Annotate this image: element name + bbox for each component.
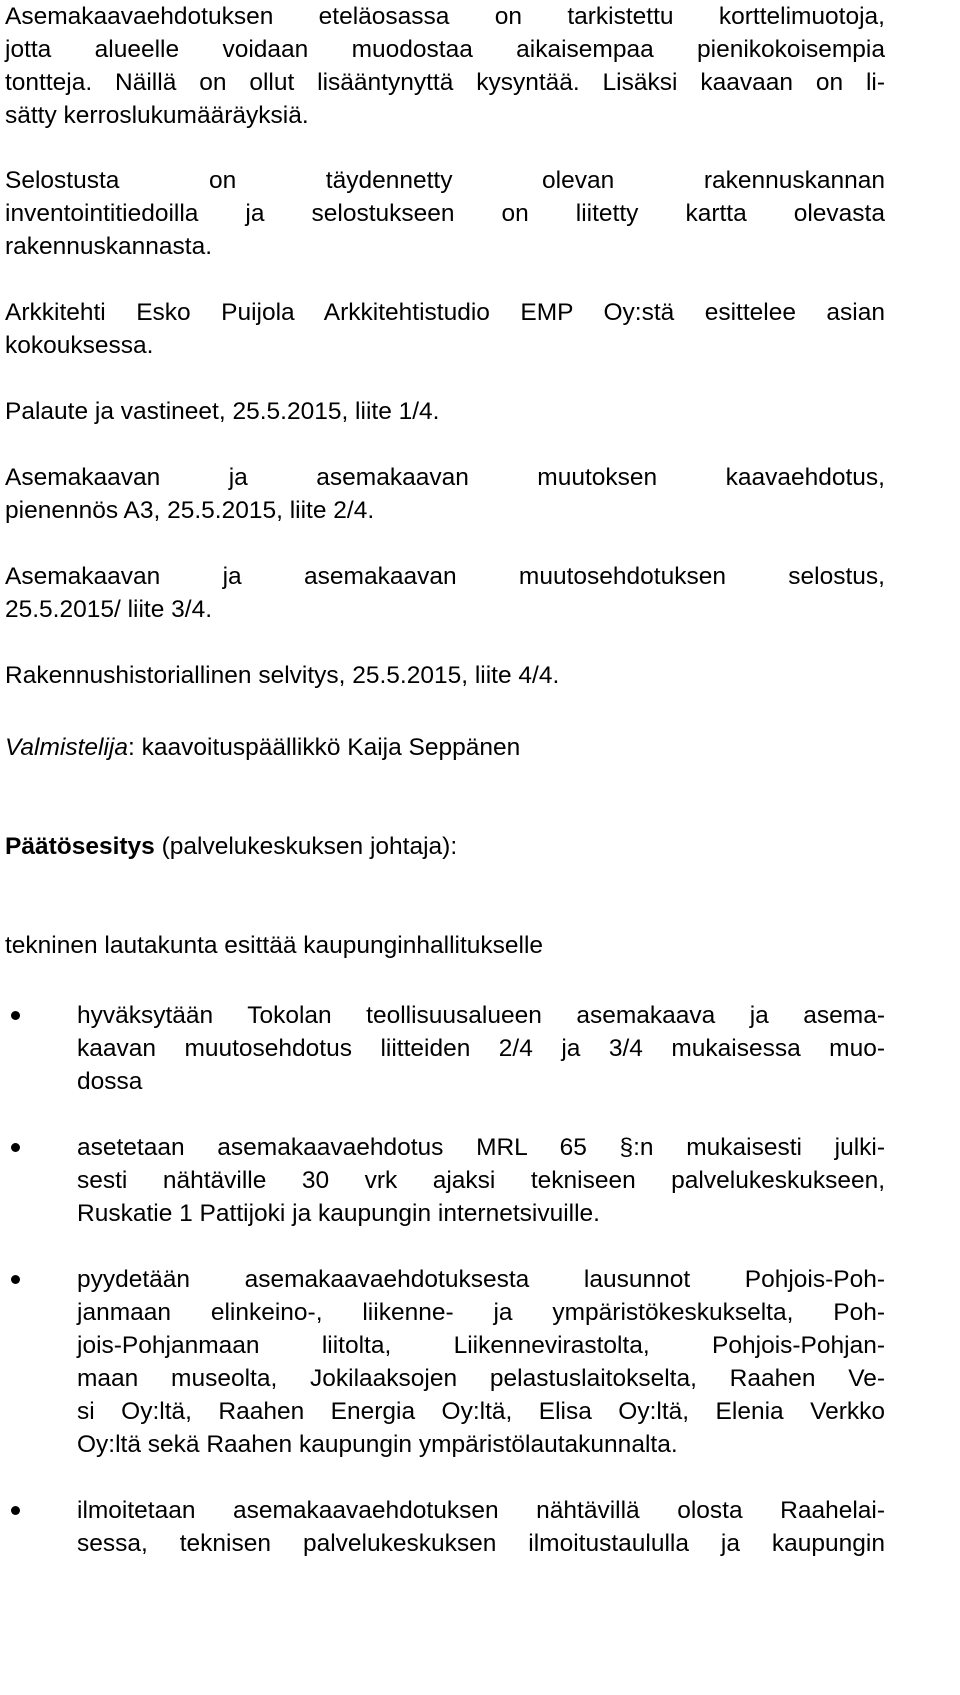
attachment-line: Asemakaavan ja asemakaavan muutosehdotuksen selostus, xyxy=(5,563,885,590)
bullet-line: sesti nähtäville 30 vrk ajaksi tekniseen palvelukeskukseen, xyxy=(77,1167,885,1194)
attachment-line: Asemakaavan ja asemakaavan muutoksen kaavaehdotus, xyxy=(5,464,885,491)
preparer-label: Valmistelija xyxy=(5,734,128,761)
paragraph-presenter xyxy=(5,296,885,362)
attachment-line: pienennös A3, 25.5.2015, liite 2/4. xyxy=(5,497,375,524)
attachment-4 xyxy=(5,659,885,692)
proposal-heading xyxy=(5,830,885,863)
bullet-line: sessa, teknisen palvelukeskuksen ilmoitustaululla ja kaupungin xyxy=(77,1530,885,1557)
text-line: kokouksessa. xyxy=(5,332,154,359)
bullet-line: Oy:ltä sekä Raahen kaupungin ympäristölautakunnalta. xyxy=(77,1431,678,1458)
text-line: sätty kerroslukumääräyksiä. xyxy=(5,102,309,129)
bullet-item-approve xyxy=(77,999,885,1098)
bullet-line: pyydetään asemakaavaehdotuksesta lausunnot Pohjois-Poh- xyxy=(77,1266,885,1293)
bullet-line: kaavan muutosehdotus liitteiden 2/4 ja 3/4 mukaisessa muo- xyxy=(77,1035,885,1062)
text-line: Arkkitehti Esko Puijola Arkkitehtistudio EMP Oy:stä esittelee asian xyxy=(5,299,885,326)
bullet-line: hyväksytään Tokolan teollisuusalueen asemakaava ja asema- xyxy=(77,1002,885,1029)
proposal-label: Päätösesitys xyxy=(5,833,155,860)
bullet-line: jois-Pohjanmaan liitolta, Liikennevirastolta, Pohjois-Pohjan- xyxy=(77,1332,885,1359)
preparer-line xyxy=(5,731,885,764)
attachment-line: Rakennushistoriallinen selvitys, 25.5.2015, liite 4/4. xyxy=(5,662,560,689)
preparer-separator: : xyxy=(128,734,135,761)
bullet-icon xyxy=(5,1263,25,1296)
bullet-line: Ruskatie 1 Pattijoki ja kaupungin internetsivuille. xyxy=(77,1200,600,1227)
bullet-line: maan museolta, Jokilaaksojen pelastuslaitokselta, Raahen Ve- xyxy=(77,1365,885,1392)
proposal-author: (palvelukeskuksen johtaja): xyxy=(154,833,458,860)
bullet-icon xyxy=(5,1494,25,1527)
attachment-3 xyxy=(5,560,885,626)
intro-text: tekninen lautakunta esittää kaupunginhallitukselle xyxy=(5,932,544,959)
proposal-intro xyxy=(5,929,885,962)
paragraph-description-update xyxy=(5,164,885,263)
bullet-line: asetetaan asemakaavaehdotus MRL 65 §:n mukaisesti julki- xyxy=(77,1134,885,1161)
bullet-line: janmaan elinkeino-, liikenne- ja ympäristökeskukselta, Poh- xyxy=(77,1299,885,1326)
text-line: inventointitiedoilla ja selostukseen on liitetty kartta olevasta xyxy=(5,200,885,227)
text-line: jotta alueelle voidaan muodostaa aikaisempaa pienikokoisempia xyxy=(5,36,885,63)
attachment-line: 25.5.2015/ liite 3/4. xyxy=(5,596,213,623)
bullet-item-statements xyxy=(77,1263,885,1461)
text-line: tontteja. Näillä on ollut lisääntynyttä kysyntää. Lisäksi kaavaan on li- xyxy=(5,69,885,96)
bullet-item-display xyxy=(77,1131,885,1230)
bullet-item-announce xyxy=(77,1494,885,1560)
preparer-name: kaavoituspäällikkö Kaija Seppänen xyxy=(134,734,521,761)
bullet-line: ilmoitetaan asemakaavaehdotuksen nähtävillä olosta Raahelai- xyxy=(77,1497,885,1524)
bullet-line: dossa xyxy=(77,1068,143,1095)
attachment-1 xyxy=(5,395,885,428)
attachment-2 xyxy=(5,461,885,527)
bullet-icon xyxy=(5,1131,25,1164)
text-line: rakennuskannasta. xyxy=(5,233,213,260)
paragraph-plan-changes xyxy=(5,0,885,132)
text-line: Selostusta on täydennetty olevan rakennuskannan xyxy=(5,167,885,194)
text-line: Asemakaavaehdotuksen eteläosassa on tarkistettu korttelimuotoja, xyxy=(5,3,885,30)
bullet-line: si Oy:ltä, Raahen Energia Oy:ltä, Elisa Oy:ltä, Elenia Verkko xyxy=(77,1398,885,1425)
bullet-icon xyxy=(5,999,25,1032)
attachment-line: Palaute ja vastineet, 25.5.2015, liite 1/4. xyxy=(5,398,440,425)
